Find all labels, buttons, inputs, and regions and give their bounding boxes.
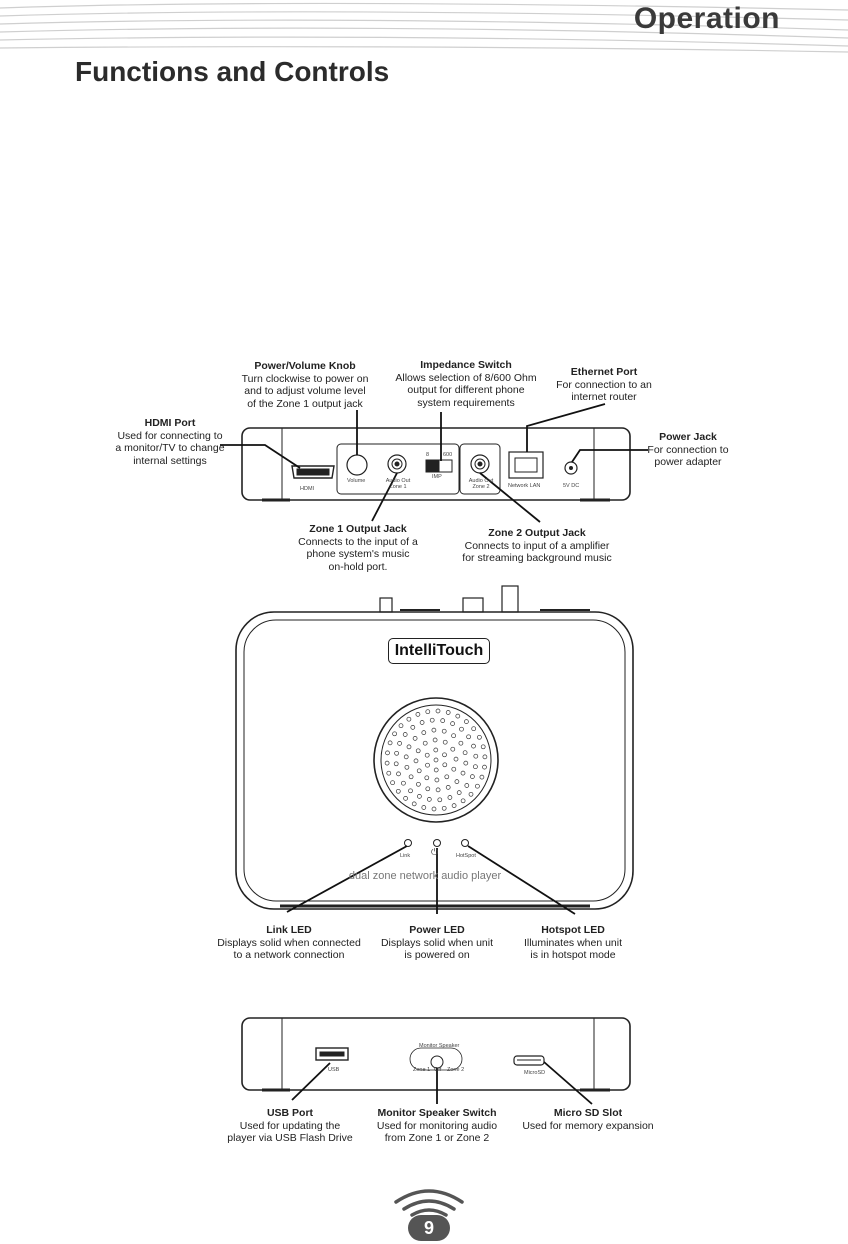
grille-hole: [459, 741, 463, 745]
grille-hole: [448, 796, 452, 800]
audio-out-zone2-label: Audio Out Zone 2: [468, 478, 494, 490]
callout-text: Displays solid when connected to a network connection: [217, 936, 361, 961]
grille-hole: [436, 709, 440, 713]
grille-hole: [443, 763, 447, 767]
grille-hole: [425, 753, 429, 757]
grille-hole: [426, 763, 430, 767]
callout-hdmi: [112, 417, 228, 467]
grille-hole: [456, 714, 460, 718]
grille-hole: [472, 727, 476, 731]
callout-text: Allows selection of 8/600 Ohm output for different phone system requirements: [395, 371, 537, 409]
callout-zone2: [458, 527, 616, 565]
grille-hole: [403, 733, 407, 737]
hotspot-label: HotSpot: [456, 853, 476, 859]
callout-title: Zone 2 Output Jack: [488, 527, 586, 539]
wifi-icon: [396, 1191, 462, 1215]
grille-hole: [391, 781, 395, 785]
callout-title: HDMI Port: [144, 417, 196, 429]
grille-hole: [452, 734, 456, 738]
page-title: Functions and Controls: [75, 56, 390, 87]
grille-hole: [443, 753, 447, 757]
grille-hole: [417, 794, 421, 798]
callout-text: Connects to the input of a phone system's music on-hold port.: [298, 535, 418, 573]
callout-title: USB Port: [266, 1107, 314, 1119]
callout-power-led: [375, 924, 499, 962]
grille-hole: [417, 769, 421, 773]
grille-hole: [464, 720, 468, 724]
top-view-device: [236, 586, 633, 909]
power-symbol: ⏻: [431, 847, 439, 857]
callout-text: For connection to power adapter: [647, 443, 729, 468]
brand-logo: IntelliTouch: [388, 638, 490, 664]
callout-text: Used for memory expansion: [522, 1119, 654, 1132]
grille-hole: [446, 711, 450, 715]
grille-hole: [481, 745, 485, 749]
front-panel-device: [242, 1018, 630, 1090]
grille-hole: [464, 761, 468, 765]
zone1-label: Zone 1: [413, 1067, 431, 1073]
off-label: Off: [434, 1067, 442, 1073]
callout-title: Hotspot LED: [541, 924, 605, 936]
grille-hole: [455, 780, 459, 784]
link-label: Link: [400, 853, 411, 859]
grille-hole: [404, 755, 408, 759]
grille-hole: [436, 788, 440, 792]
grille-hole: [409, 775, 413, 779]
grille-hole: [416, 712, 420, 716]
callout-title: Monitor Speaker Switch: [377, 1107, 497, 1119]
callout-title: Ethernet Port: [570, 366, 638, 378]
grille-hole: [404, 796, 408, 800]
grille-hole: [432, 807, 436, 811]
callout-power-knob: [232, 360, 378, 410]
grille-hole: [463, 751, 467, 755]
grille-hole: [452, 804, 456, 808]
callout-power-jack: [642, 431, 734, 469]
device-tagline: dual zone network audio player: [348, 870, 502, 882]
callout-impedance: [388, 359, 544, 409]
callout-link-led: [214, 924, 364, 962]
callout-title: Micro SD Slot: [553, 1107, 623, 1119]
grille-hole: [460, 727, 464, 731]
grille-hole: [394, 762, 398, 766]
zone2-label: Zone 2: [447, 1067, 465, 1073]
grille-hole: [409, 789, 413, 793]
grille-hole: [395, 751, 399, 755]
callout-zone1: [292, 523, 424, 573]
grille-hole: [430, 718, 434, 722]
grille-hole: [385, 761, 389, 765]
grille-hole: [475, 784, 479, 788]
grille-hole: [474, 754, 478, 758]
grille-hole: [451, 747, 455, 751]
grille-hole: [446, 785, 450, 789]
grille-hole: [386, 751, 390, 755]
callout-ethernet: [545, 366, 663, 404]
grille-hole: [401, 781, 405, 785]
callout-text: Turn clockwise to power on and to adjust volume level of the Zone 1 output jack: [241, 372, 369, 410]
grille-hole: [435, 778, 439, 782]
imp-label: IMP: [432, 474, 442, 480]
callout-usb: [226, 1107, 354, 1145]
grille-hole: [477, 735, 481, 739]
grille-hole: [426, 787, 430, 791]
imp-8-label: 8: [426, 452, 430, 458]
grille-hole: [469, 792, 473, 796]
grille-hole: [454, 757, 458, 761]
grille-hole: [422, 731, 426, 735]
grille-hole: [442, 806, 446, 810]
callout-monitor-switch: [370, 1107, 504, 1145]
callout-microsd: [520, 1107, 656, 1132]
grille-hole: [461, 771, 465, 775]
grille-hole: [411, 725, 415, 729]
grille-hole: [398, 741, 402, 745]
grille-hole: [387, 771, 391, 775]
callout-title: Impedance Switch: [420, 359, 512, 371]
grille-hole: [483, 755, 487, 759]
callout-text: Used for monitoring audio from Zone 1 or Zone 2: [376, 1119, 498, 1144]
grille-hole: [457, 791, 461, 795]
grille-hole: [445, 775, 449, 779]
grille-hole: [412, 802, 416, 806]
grille-hole: [433, 738, 437, 742]
grille-hole: [407, 717, 411, 721]
grille-hole: [438, 798, 442, 802]
grille-hole: [452, 767, 456, 771]
grille-hole: [432, 728, 436, 732]
callout-title: Link LED: [266, 924, 312, 936]
callout-text: Illuminates when unit is in hotspot mode: [523, 936, 623, 961]
grille-hole: [427, 797, 431, 801]
grille-hole: [416, 749, 420, 753]
grille-hole: [470, 775, 474, 779]
callout-text: For connection to an internet router: [556, 378, 652, 403]
grille-hole: [407, 745, 411, 749]
grille-hole: [388, 741, 392, 745]
callout-hotspot-led: [516, 924, 630, 962]
grille-hole: [467, 735, 471, 739]
callout-text: Used for updating the player via USB Flash Drive: [227, 1119, 353, 1144]
grille-hole: [393, 732, 397, 736]
dc-label: 5V DC: [563, 483, 580, 489]
grille-hole: [434, 768, 438, 772]
page-number: 9: [408, 1215, 450, 1241]
network-lan-label: Network LAN: [508, 483, 541, 489]
grille-hole: [422, 806, 426, 810]
grille-hole: [472, 744, 476, 748]
callout-text: Displays solid when unit is powered on: [380, 936, 494, 961]
microsd-label: MicroSD: [524, 1070, 546, 1076]
volume-label: Volume: [347, 478, 366, 484]
usb-label: USB: [328, 1067, 340, 1073]
callout-text: Used for connecting to a monitor/TV to change internal settings: [115, 429, 225, 467]
grille-hole: [423, 741, 427, 745]
grille-hole: [461, 799, 465, 803]
grille-hole: [473, 765, 477, 769]
grille-hole: [465, 784, 469, 788]
grille-hole: [420, 721, 424, 725]
callout-title: Power/Volume Knob: [254, 360, 356, 372]
grille-hole: [441, 719, 445, 723]
hdmi-label: HDMI: [300, 486, 315, 492]
grille-hole: [405, 765, 409, 769]
grille-hole: [443, 740, 447, 744]
audio-out-zone1-label: Audio Out Zone 1: [385, 478, 411, 490]
grille-hole: [399, 724, 403, 728]
grille-hole: [416, 782, 420, 786]
grille-hole: [442, 729, 446, 733]
callout-title: Power LED: [409, 924, 465, 936]
callout-text: Connects to input of a amplifier for streaming background music: [462, 539, 612, 564]
grille-hole: [425, 776, 429, 780]
grille-hole: [426, 710, 430, 714]
grille-hole: [451, 722, 455, 726]
imp-600-label: 600: [443, 452, 453, 458]
speaker-grille-holes: [385, 709, 487, 811]
callout-title: Power Jack: [659, 431, 717, 443]
grille-hole: [483, 765, 487, 769]
grille-hole: [434, 758, 438, 762]
monitor-speaker-label: Monitor Speaker: [419, 1043, 460, 1049]
grille-hole: [434, 748, 438, 752]
grille-hole: [414, 759, 418, 763]
grille-hole: [413, 736, 417, 740]
grille-hole: [397, 772, 401, 776]
callout-title: Zone 1 Output Jack: [309, 523, 407, 535]
grille-hole: [396, 789, 400, 793]
grille-hole: [480, 775, 484, 779]
section-header: Operation: [633, 2, 780, 35]
